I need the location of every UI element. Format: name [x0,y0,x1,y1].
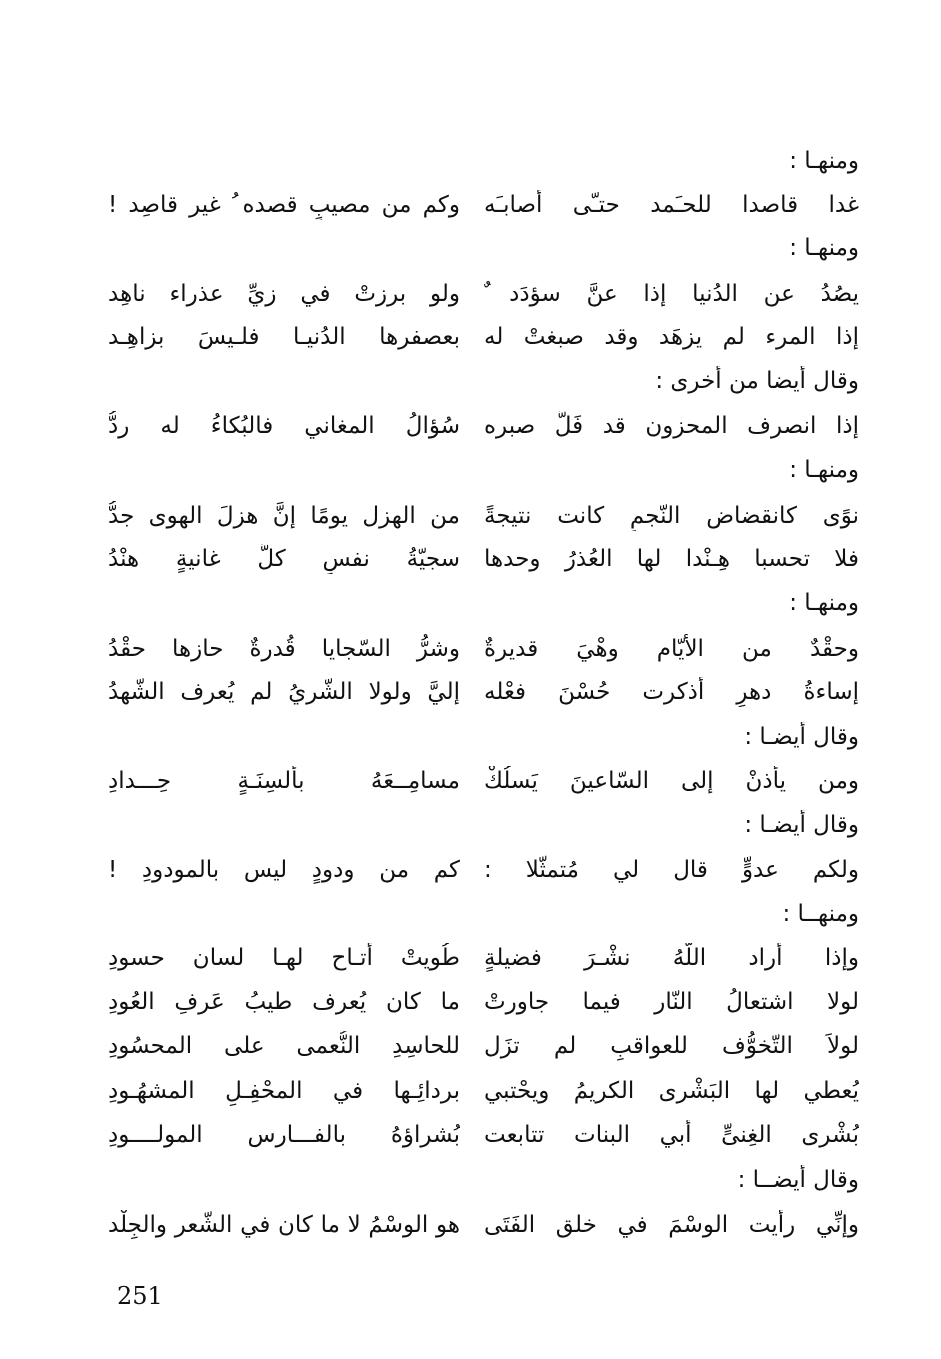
verse-second-hemistich: ما كان يُعرف طيبُ عَرفِ العُودِ [108,989,460,1015]
verse-first-hemistich: فلا تحسبا هِـنْدا لها العُذرُ وحدها [484,546,859,572]
section-label: ومنهـا : [789,457,859,483]
verse-first-hemistich: ومن يأذنْ إلى السّاعينَ يَسلُكْ [484,768,859,794]
section-label: ومنهـا : [789,148,859,174]
section-label: ومنهــا : [782,901,859,927]
section-label: وقال أيضــا : [737,1167,859,1193]
verse-first-hemistich: ولكم عدوٍّ قال لي مُتمثّلا : [484,857,859,883]
verse-first-hemistich: لولاَ التّخوُّف للعواقبِ لم تزَل [484,1033,859,1059]
section-label: ومنهـا : [789,590,859,616]
verse-second-hemistich: طُويتْ أتـاح لهـا لسان حسودِ [108,945,460,971]
verse-first-hemistich: غدا قاصدا للحـَمد حتـّى أصابـَه [484,192,859,218]
verse-first-hemistich: إساءةُ دهرٍ أذكرت حُسْنَ فعْله [484,679,859,705]
verse-second-hemistich: هو الوسْمُ لا ما كان في الشّعر والجِلْد [108,1212,460,1238]
verse-second-hemistich: سجيّةُ نفسٍ كلُّ غانيةٍ هنْدُ [108,546,460,572]
section-label: ومنهـا : [789,235,859,261]
verse-first-hemistich: وإذا أراد اللّهُ نشْـرَ فضيلةٍ [484,945,859,971]
verse-second-hemistich: وكم من مصيبٍ قصده ُ غير قاصِد ! [108,192,460,218]
section-label: وقال أيضـا : [744,812,859,838]
verse-first-hemistich: نوًى كانقضاضِ النّجمِ كانت نتيجةً [484,503,859,529]
verse-second-hemistich: سُؤالُ المغاني فالبُكاءُ له ردُّ [108,413,460,439]
verse-first-hemistich: إذا المرء لم يزهَد وقد صبغتْ له [484,324,859,350]
verse-second-hemistich: إليَّ ولولا الشّريُ لم يُعرف الشّهدُ [108,679,460,705]
verse-second-hemistich: بُشراؤهُ بالفـــارس المولــــودِ [108,1122,460,1148]
verse-second-hemistich: مسامِــعَهُ بألسِنَـةٍ حِـــدادِ [108,768,460,794]
verse-first-hemistich: بُشْرى الغِنىٍّ أبي البنات تتابعت [484,1122,859,1148]
verse-first-hemistich: وإنِّي رأيت الوسْمَ في خلق الفَتَى [484,1212,859,1238]
verse-first-hemistich: لولا اشتعالُ النّار فيما جاورتْ [484,989,859,1015]
verse-first-hemistich: يصُدُ عن الدُنيا إذا عنَّ سؤدَد ٌ [484,281,859,307]
verse-first-hemistich: وحقْدٌ من الأيّام وهْيَ قديرةٌ [484,636,859,662]
verse-second-hemistich: وشرُّ السّجايا قُدرةٌ حازها حقْدُ [108,636,460,662]
verse-second-hemistich: من الهزل يومًا إنَّ هزلَ الهوى جدُّ [108,503,460,529]
verse-second-hemistich: ولو برزتْ في زيِّ عذراء ناهِد [108,281,460,307]
section-label: وقال أيضا من أخرى : [655,368,859,394]
verse-first-hemistich: يُعطي لها البَشْرى الكريمُ ويحْتبي [484,1078,859,1104]
verse-first-hemistich: إذا انصرف المحزون قد فَلَّ صبره [484,413,859,439]
verse-second-hemistich: بعصفرها الدُنيـا فلـيسَ بزاهِـد [108,324,460,350]
verse-second-hemistich: كم من ودودٍ ليس بالمودودِ ! [108,857,460,883]
section-label: وقال أيضـا : [744,724,859,750]
verse-second-hemistich: للحاسِدِ النُّعمى على المحسُودِ [108,1033,460,1059]
verse-second-hemistich: بردائِـها في المحْفِـلِ المشهُـودِ [108,1078,460,1104]
page-number: 251 [117,1282,163,1310]
